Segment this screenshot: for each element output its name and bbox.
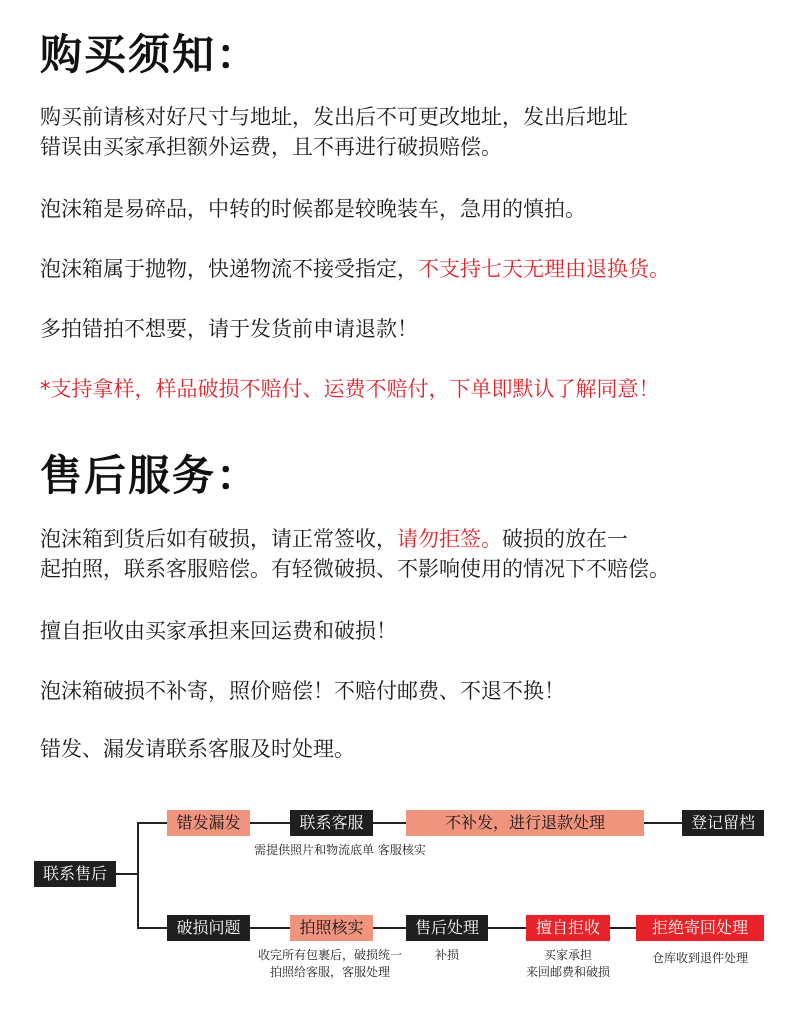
after-sales-p1-text-a: 泡沫箱到货后如有破损，请正常签收，	[40, 527, 397, 551]
purchase-notice-paragraph-4: 多拍错拍不想要，请于发货前申请退款！	[40, 317, 418, 341]
purchase-notice-paragraph-3	[40, 254, 790, 284]
purchase-notice-title: 购买须知：	[40, 30, 261, 79]
purchase-notice-paragraph-2: 泡沫箱是易碎品，中转的时候都是较晚装车，急用的慎拍。	[40, 197, 586, 221]
purchase-notice-paragraph-1	[40, 102, 790, 162]
purchase-notice-p3-text: 泡沫箱属于抛物，快递物流不接受指定，	[40, 257, 418, 281]
root-connector	[116, 873, 138, 875]
no-return-warning: 不支持七天无理由退换货。	[418, 257, 670, 281]
refund-process-box: 不补发，进行退款处理	[406, 810, 644, 836]
row2-link-2	[373, 927, 406, 929]
after-sales-paragraph-1	[40, 524, 790, 584]
branch-top-connector	[137, 822, 167, 824]
unauthorized-rejection-box: 擅自拒收	[526, 915, 610, 941]
wrong-missing-shipment-box: 错发漏发	[167, 810, 250, 836]
row2-note-photos-line1: 收完所有包裹后，破损统一	[257, 948, 402, 962]
after-sales-paragraph-2: 擅自拒收由买家承担来回运费和破损！	[40, 619, 397, 643]
row2-note-buyer-cost-line2: 来回邮费和破损	[525, 965, 610, 979]
row2-note-photos	[240, 947, 420, 981]
register-archive-box: 登记留档	[682, 810, 764, 836]
row1-link-3	[644, 822, 682, 824]
do-not-reject-warning: 请勿拒签。	[397, 527, 502, 551]
row1-link-2	[373, 822, 406, 824]
after-sales-flowchart	[0, 790, 800, 1016]
after-sales-p1-text-b: 破损的放在一	[502, 527, 628, 551]
damage-issue-box: 破损问题	[167, 915, 250, 941]
contact-after-sales-box: 联系售后	[34, 861, 116, 887]
row2-link-4	[610, 927, 636, 929]
row2-link-3	[488, 927, 526, 929]
after-sales-paragraph-4: 错发、漏发请联系客服及时处理。	[40, 737, 355, 761]
row2-link-1	[250, 927, 290, 929]
row1-link-1	[250, 822, 290, 824]
row1-note-photos: 需提供照片和物流底单 客服核实	[254, 843, 426, 857]
row2-note-warehouse: 仓库收到退件处理	[651, 951, 748, 965]
photo-verify-box: 拍照核实	[290, 915, 373, 941]
branch-bottom-connector	[137, 927, 167, 929]
purchase-notice-p1-line1: 购买前请核对好尺寸与地址，发出后不可更改地址，发出后地址	[40, 105, 628, 129]
row2-note-buyer-cost-line1: 买家承担	[543, 948, 592, 962]
after-sales-paragraph-3: 泡沫箱破损不补寄，照价赔偿！不赔付邮费、不退不换！	[40, 679, 565, 703]
purchase-notice-p1-line2: 错误由买家承担额外运费，且不再进行破损赔偿。	[40, 135, 502, 159]
row2-note-buyer-cost	[506, 947, 630, 981]
row2-note-compensate: 补损	[434, 948, 459, 962]
refuse-return-box: 拒绝寄回处理	[636, 915, 764, 941]
contact-service-box: 联系客服	[290, 810, 373, 836]
row2-note-photos-line2: 拍照给客服，客服处理	[269, 965, 390, 979]
after-sales-p1-line2: 起拍照，联系客服赔偿。有轻微破损、不影响使用的情况下不赔偿。	[40, 557, 670, 581]
branch-vertical-line	[137, 822, 139, 928]
after-sales-title: 售后服务：	[40, 451, 261, 500]
after-sales-handling-box: 售后处理	[406, 915, 488, 941]
sample-policy-warning: *支持拿样，样品破损不赔付、运费不赔付，下单即默认了解同意！	[40, 377, 660, 401]
